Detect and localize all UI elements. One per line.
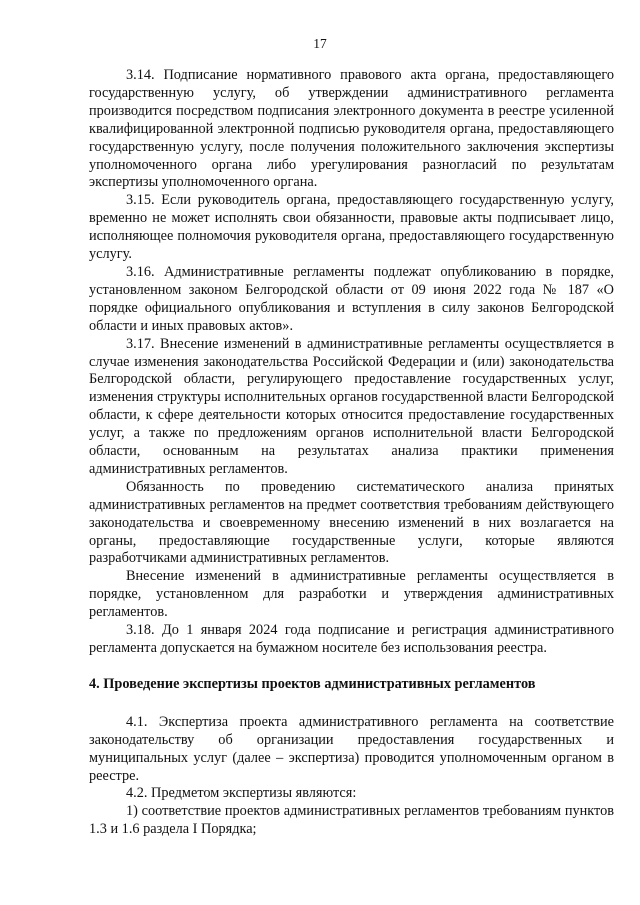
paragraph-4-2: 4.2. Предметом экспертизы являются: xyxy=(126,785,357,802)
document-body xyxy=(89,67,614,839)
paragraph-3-17: 3.17. Внесение изменений в административные регламенты осуществляется в случае изменения законодательства Российской Федерации и (или) законодательства Белгородской области, регулирующего предоставление государственных услуг, изменения структуры исполнительных органов государственной власти Белгородской области, к сфере деятельности которых относится предоставление государственных услуг, а также по предложениям органов исполнительной власти Белгородской области, основанным на результатах анализа практики применения административных регламентов. xyxy=(89,335,614,477)
paragraph-changes-procedure: Внесение изменений в административные регламенты осуществляется в порядке, установленном для разработки и утверждения административных регламентов. xyxy=(89,568,614,621)
paragraph-3-15: 3.15. Если руководитель органа, предоставляющего государственную услугу, временно не может исполнять свои обязанности, правовые акты подписывает лицо, исполняющее полномочия руководителя органа, предоставляющего государственную услугу. xyxy=(89,192,614,263)
paragraph-3-14: 3.14. Подписание нормативного правового акта органа, предоставляющего государственную услугу, об утверждении административного регламента производится посредством подписания электронного документа в реестре усиленной квалифицированной электронной подписью руководителя органа, предоставляющего государственную услугу, после получения положительного заключения экспертизы уполномоченного органа либо урегулирования разногласий по результатам экспертизы уполномоченного органа. xyxy=(89,67,614,191)
paragraph-4-1: 4.1. Экспертиза проекта административного регламента на соответствие законодательству об организации предоставления государственных и муниципальных услуг (далее – экспертиза) проводится уполномоченным органом в реестре. xyxy=(89,713,614,784)
paragraph-3-18: 3.18. До 1 января 2024 года подписание и регистрация административного регламента допускается на бумажном носителе без использования реестра. xyxy=(89,622,614,656)
page-number: 17 xyxy=(313,36,327,51)
paragraph-4-2-item-1: 1) соответствие проектов административных регламентов требованиям пунктов 1.3 и 1.6 раздела I Порядка; xyxy=(89,803,614,838)
section-heading: 4. Проведение экспертизы проектов административных регламентов xyxy=(89,675,536,692)
paragraph-analysis-duty: Обязанность по проведению систематического анализа принятых административных регламентов на предмет соответствия требованиям действующего законодательства и своевременному внесению изменений в них возлагается на органы, предоставляющие государственные услуги, которые являются разработчиками административных регламентов. xyxy=(89,478,614,567)
paragraph-3-16: 3.16. Административные регламенты подлежат опубликованию в порядке, установленном законом Белгородской области от 09 июня 2022 года № 187 «О порядке официального опубликования и вступления в силу законов Белгородской области и иных правовых актов». xyxy=(89,263,614,334)
